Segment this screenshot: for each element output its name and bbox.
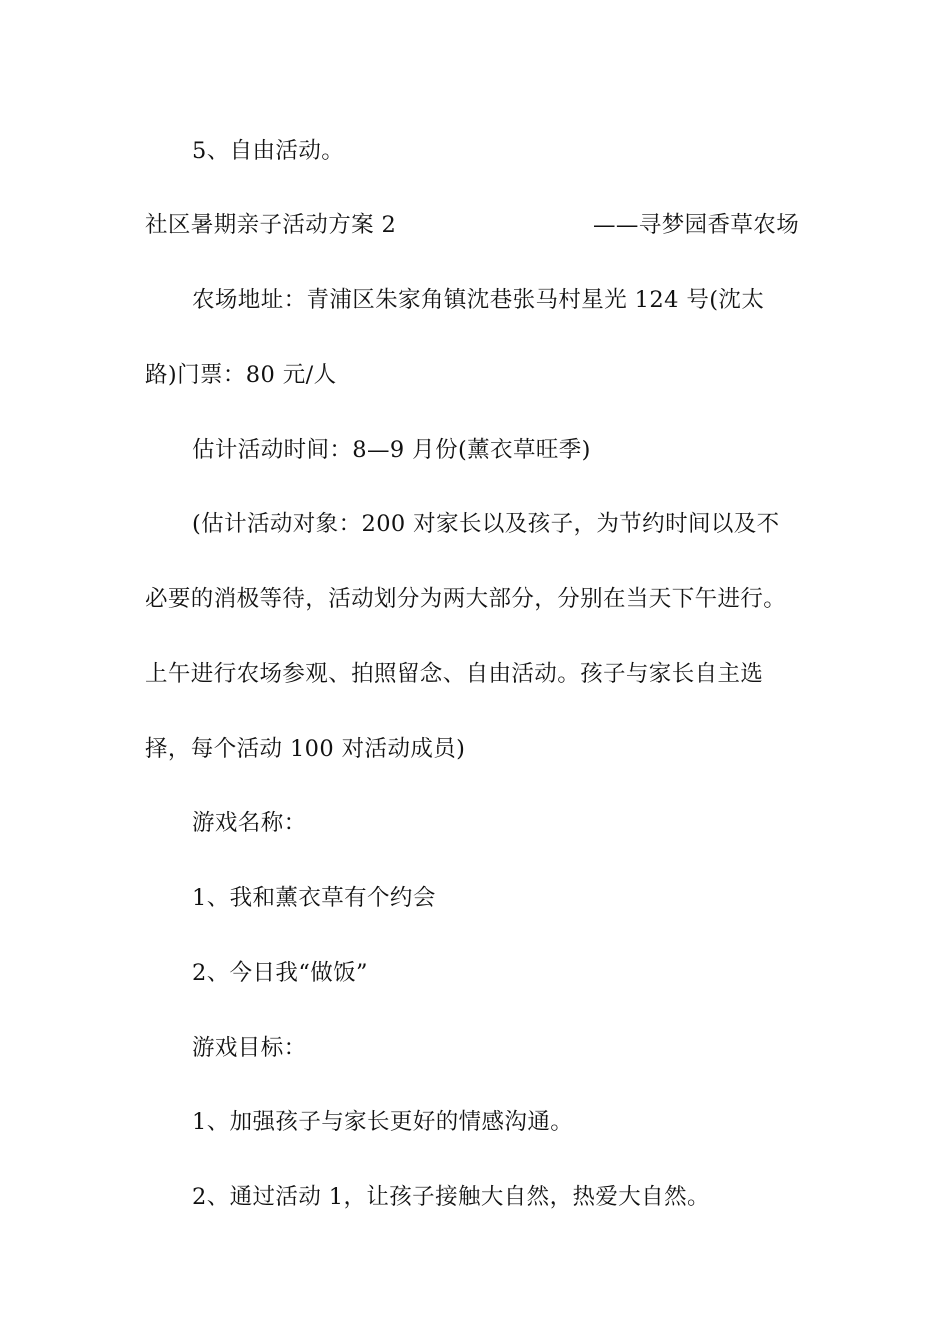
list-item: 1、我和薰衣草有个约会	[192, 885, 436, 911]
list-item: 1、加强孩子与家长更好的情感沟通。	[192, 1109, 574, 1135]
paragraph-line: (估计活动对象：200 对家长以及孩子，为节约时间以及不	[192, 511, 780, 537]
game-goal-heading: 游戏目标：	[192, 1035, 307, 1061]
paragraph-line: 择，每个活动 100 对活动成员)	[145, 736, 466, 762]
section-title	[145, 210, 800, 240]
section-title-main: 社区暑期亲子活动方案 2	[145, 212, 397, 238]
farm-address-line: 农场地址：青浦区朱家角镇沈巷张马村星光 124 号(沈太	[192, 287, 765, 313]
game-name-heading: 游戏名称：	[192, 810, 307, 836]
section-subtitle: ——寻梦园香草农场	[593, 212, 800, 238]
paragraph-line: 必要的消极等待，活动划分为两大部分，分别在当天下午进行。	[145, 586, 787, 612]
ticket-line: 路)门票：80 元/人	[145, 362, 337, 388]
activity-time-line: 估计活动时间：8—9 月份(薰衣草旺季)	[192, 437, 591, 463]
list-item-free-activity: 5、自由活动。	[192, 138, 345, 164]
paragraph-line: 上午进行农场参观、拍照留念、自由活动。孩子与家长自主选	[145, 661, 764, 687]
list-item: 2、通过活动 1，让孩子接触大自然，热爱大自然。	[192, 1184, 710, 1210]
list-item: 2、今日我“做饭”	[192, 960, 368, 986]
